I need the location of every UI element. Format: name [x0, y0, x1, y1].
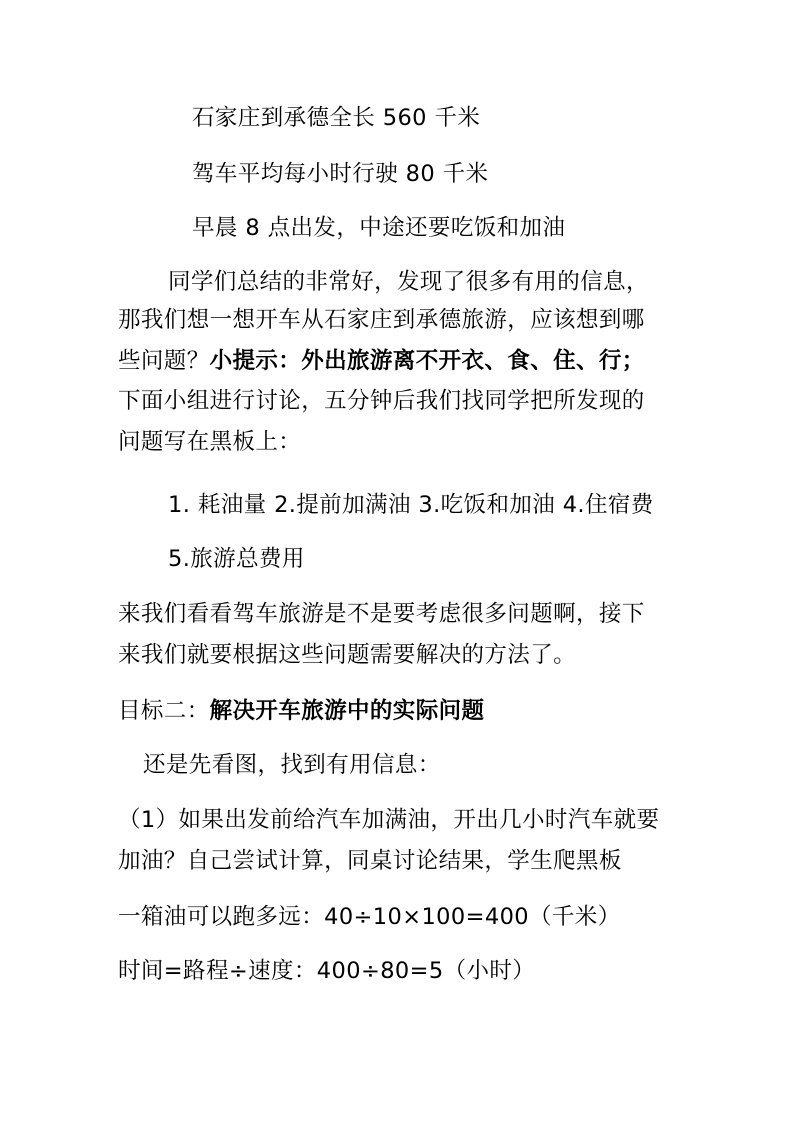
intro-line-3 [118, 346, 645, 376]
fact-departure: 早晨 8 点出发，中途还要吃饭和加油 [192, 215, 566, 241]
summary-line-2: 来我们就要根据这些问题需要解决的方法了。 [118, 642, 577, 668]
issues-line-1: 1. 耗油量 2.提前加满油 3.吃饭和加油 4.住宿费 [168, 492, 654, 518]
intro-line-5: 问题写在黑板上： [118, 429, 302, 455]
calc-time: 时间=路程÷速度：400÷80=5（小时） [118, 958, 536, 984]
issues-line-2: 5.旅游总费用 [168, 546, 305, 572]
goal-two-heading [118, 696, 484, 726]
fact-speed: 驾车平均每小时行驶 80 千米 [192, 161, 489, 187]
instruction-text: 还是先看图，找到有用信息： [143, 752, 441, 778]
intro-line-2: 那我们想一想开车从石家庄到承德旅游，应该想到哪 [118, 307, 645, 333]
travel-hint: 小提示：外出旅游离不开衣、食、住、行； [209, 348, 645, 374]
intro-line-4: 下面小组进行讨论，五分钟后我们找同学把所发现的 [118, 388, 645, 414]
intro-line-1: 同学们总结的非常好，发现了很多有用的信息， [168, 269, 649, 295]
question-1-line-1: （1）如果出发前给汽车加满油，开出几小时汽车就要 [118, 807, 660, 833]
goal-two-prefix: 目标二： [118, 698, 210, 724]
question-1-line-2: 加油？自己尝试计算，同桌讨论结果，学生爬黑板 [118, 848, 622, 874]
calc-distance: 一箱油可以跑多远：40÷10×100=400（千米） [118, 904, 621, 930]
summary-line-1: 来我们看看驾车旅游是不是要考虑很多问题啊，接下 [118, 601, 645, 627]
goal-two-title: 解决开车旅游中的实际问题 [209, 698, 485, 724]
fact-distance: 石家庄到承德全长 560 千米 [192, 105, 481, 131]
intro-question: 些问题？ [118, 348, 210, 374]
